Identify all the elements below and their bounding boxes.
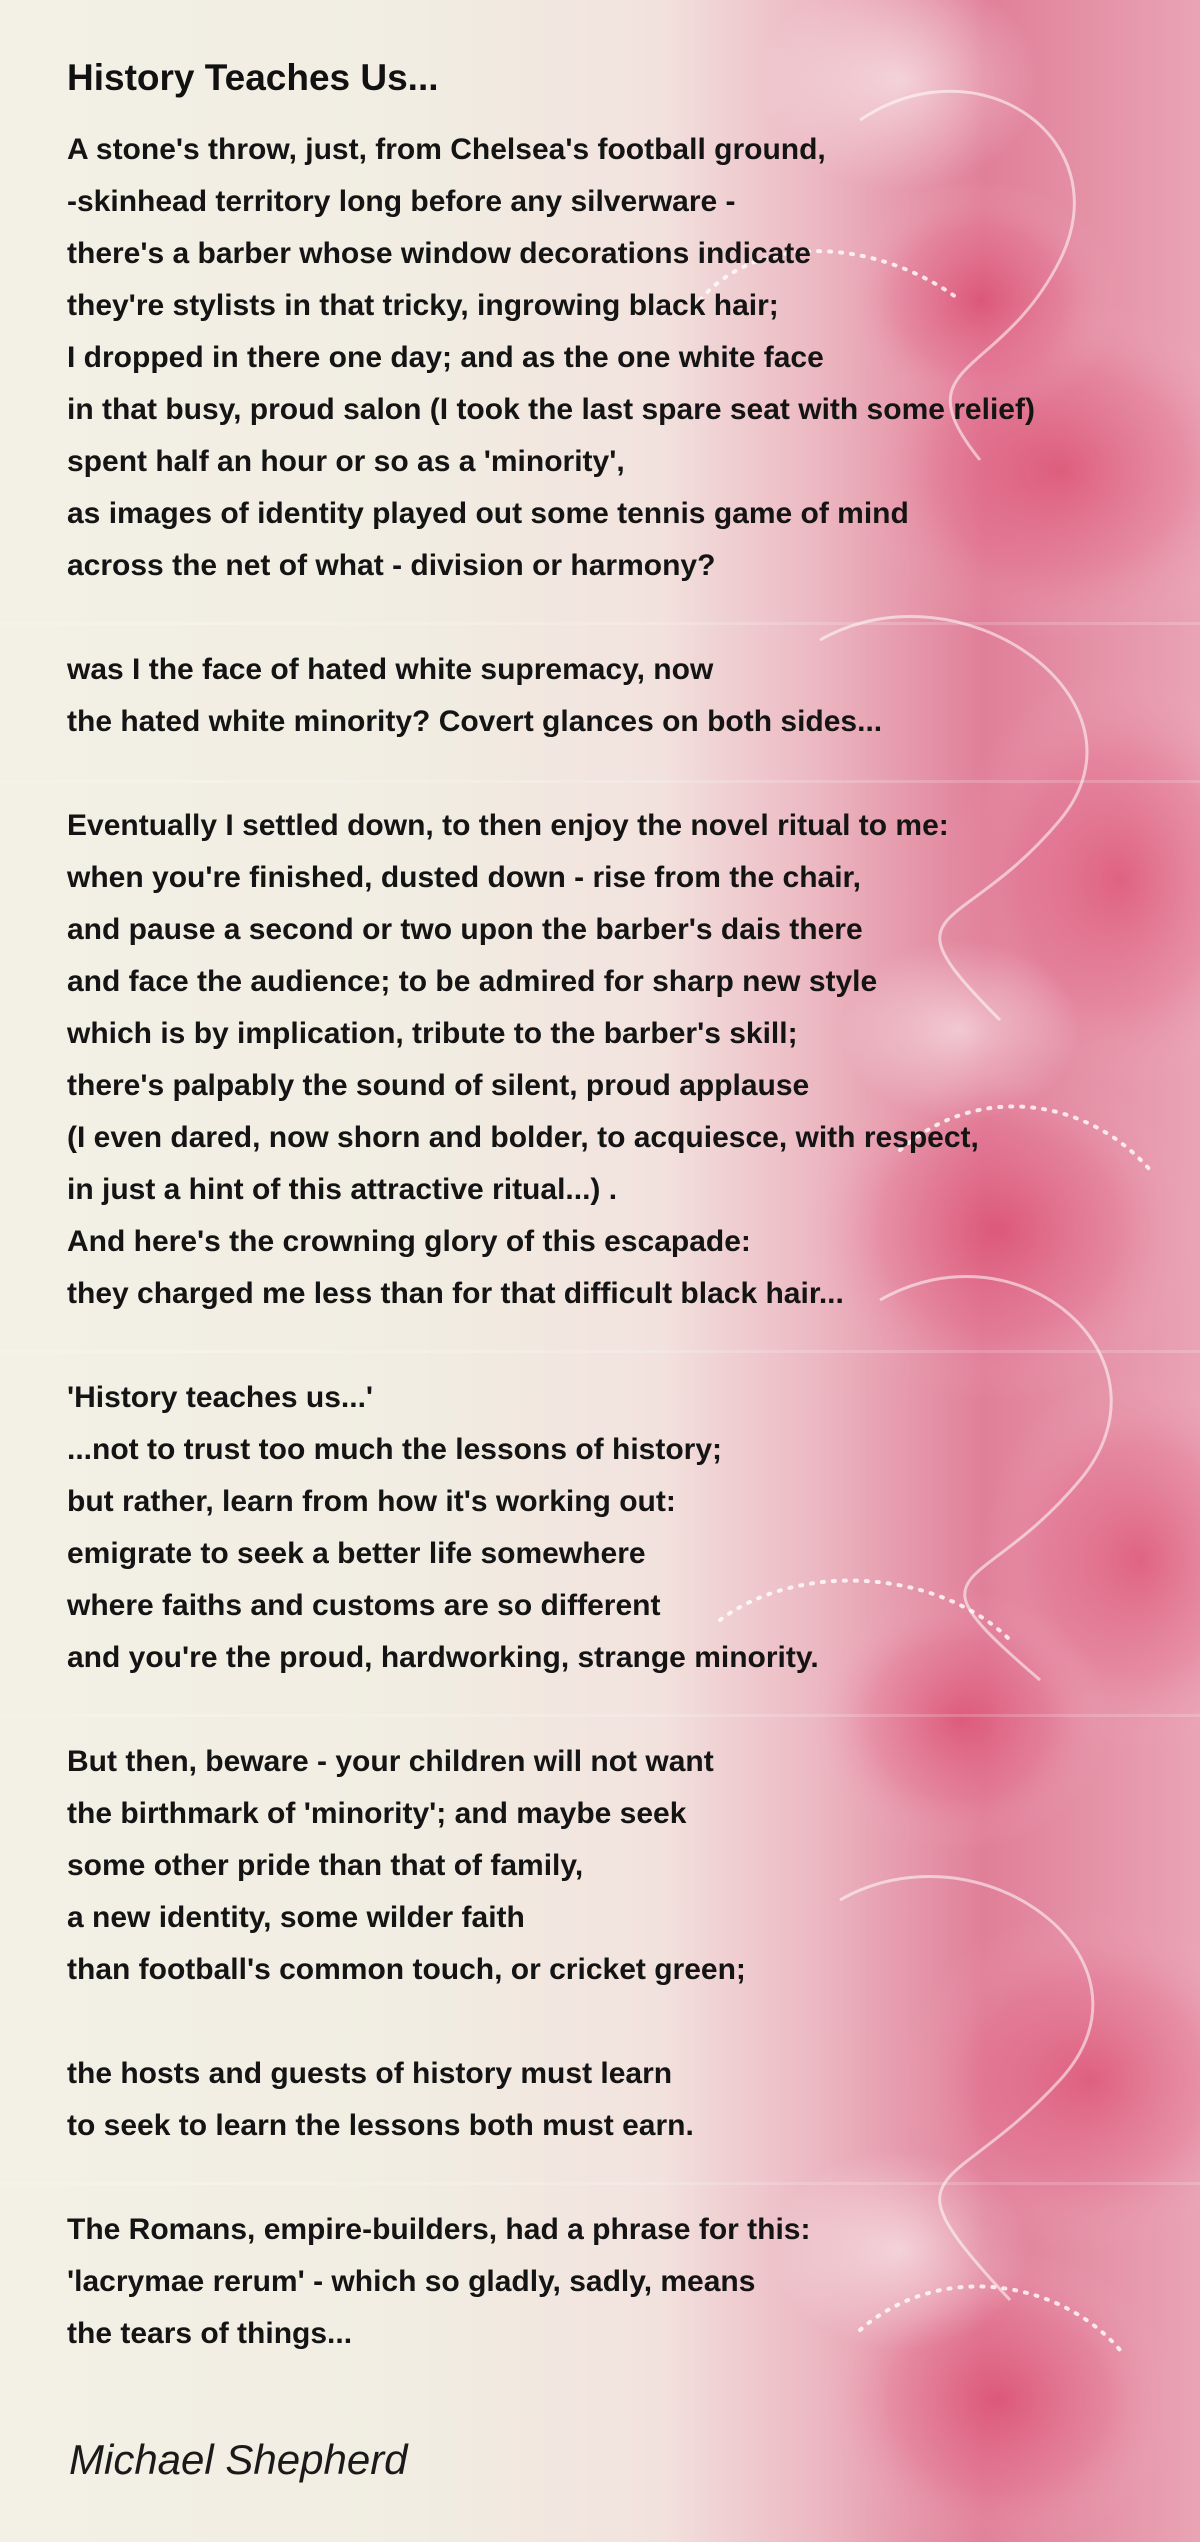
poem-line: and pause a second or two upon the barber's dais there xyxy=(67,913,863,946)
stanza-3 xyxy=(67,800,1147,1320)
stanza-2 xyxy=(67,644,1147,748)
poem-line: and face the audience; to be admired for sharp new style xyxy=(67,965,878,998)
poem-line: in just a hint of this attractive ritual...) . xyxy=(67,1173,618,1206)
poem-title: History Teaches Us... xyxy=(67,57,439,98)
poem-line: the tears of things... xyxy=(67,2317,353,2350)
poem-line: But then, beware - your children will not want xyxy=(67,1745,714,1778)
poem-line: was I the face of hated white supremacy, now xyxy=(67,653,714,686)
stanza-4 xyxy=(67,1372,1147,1684)
poem-line: as images of identity played out some tennis game of mind xyxy=(67,497,909,530)
stanza-7 xyxy=(67,2204,1147,2360)
poem-line: to seek to learn the lessons both must earn. xyxy=(67,2109,694,2142)
poem-line: I dropped in there one day; and as the one white face xyxy=(67,341,824,374)
poem-line: spent half an hour or so as a 'minority', xyxy=(67,445,625,478)
poem-line: the hosts and guests of history must learn xyxy=(67,2057,673,2090)
poem-author: Michael Shepherd xyxy=(69,2436,408,2483)
stanza-5 xyxy=(67,1736,1147,1996)
poem-line: the hated white minority? Covert glances on both sides... xyxy=(67,705,883,738)
poem-line: A stone's throw, just, from Chelsea's football ground, xyxy=(67,133,826,166)
poem-line: -skinhead territory long before any silverware - xyxy=(67,185,736,218)
poem-line: there's a barber whose window decorations indicate xyxy=(67,237,811,270)
poem-line: there's palpably the sound of silent, proud applause xyxy=(67,1069,810,1102)
poem-line: Eventually I settled down, to then enjoy the novel ritual to me: xyxy=(67,809,949,842)
poem-line: (I even dared, now shorn and bolder, to acquiesce, with respect, xyxy=(67,1121,979,1154)
poem-line: in that busy, proud salon (I took the last spare seat with some relief) xyxy=(67,393,1035,426)
poem-line: And here's the crowning glory of this escapade: xyxy=(67,1225,751,1258)
poem-line: some other pride than that of family, xyxy=(67,1849,584,1882)
poem-line: where faiths and customs are so different xyxy=(67,1589,661,1622)
poem-line: they're stylists in that tricky, ingrowing black hair; xyxy=(67,289,779,322)
poem-line: 'lacrymae rerum' - which so gladly, sadly, means xyxy=(67,2265,756,2298)
poem-line: ...not to trust too much the lessons of history; xyxy=(67,1433,723,1466)
poem-line: 'History teaches us...' xyxy=(67,1381,374,1414)
poem-line: but rather, learn from how it's working out: xyxy=(67,1485,676,1518)
stanza-6 xyxy=(67,2048,1147,2152)
stanza-1 xyxy=(67,124,1147,592)
poem-line: a new identity, some wilder faith xyxy=(67,1901,525,1934)
poem-line: which is by implication, tribute to the barber's skill; xyxy=(67,1017,798,1050)
poem-body xyxy=(67,50,1147,2412)
poem-line: when you're finished, dusted down - rise from the chair, xyxy=(67,861,861,894)
poem-line: across the net of what - division or harmony? xyxy=(67,549,716,582)
poem-line: and you're the proud, hardworking, strange minority. xyxy=(67,1641,819,1674)
poem-line: emigrate to seek a better life somewhere xyxy=(67,1537,646,1570)
poem-line: they charged me less than for that difficult black hair... xyxy=(67,1277,844,1310)
poem-line: than football's common touch, or cricket green; xyxy=(67,1953,746,1986)
poem-line: the birthmark of 'minority'; and maybe seek xyxy=(67,1797,687,1830)
poem-line: The Romans, empire-builders, had a phrase for this: xyxy=(67,2213,811,2246)
